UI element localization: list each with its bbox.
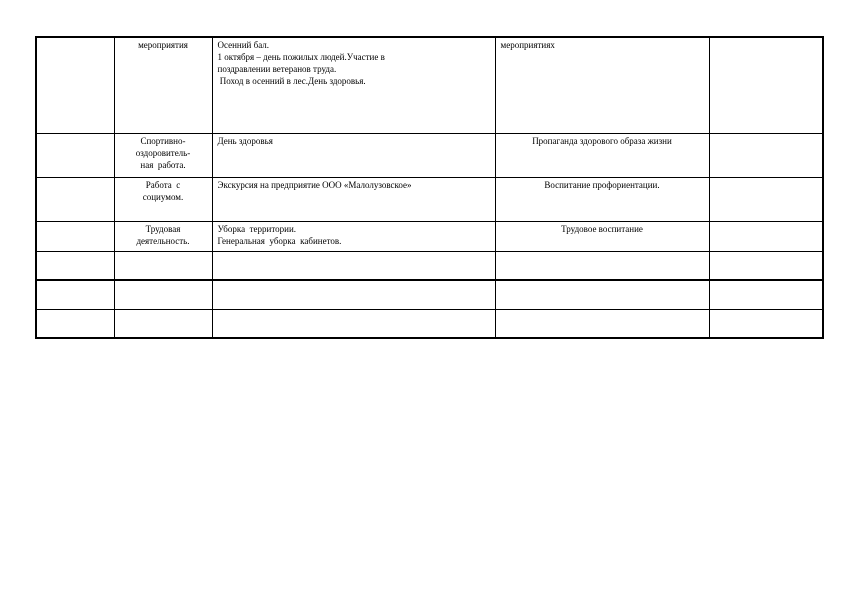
content-line: Уборка территории. (217, 223, 297, 234)
category-line: социумом. (142, 191, 184, 202)
table-cell-empty (709, 37, 823, 133)
category-line: Работа с (145, 179, 181, 190)
table-row (36, 177, 823, 221)
table-cell-empty (36, 37, 114, 133)
goal-text: мероприятиях (500, 40, 555, 50)
table-row (36, 37, 823, 133)
table-cell-empty (495, 280, 709, 309)
category-text: мероприятия (138, 40, 188, 50)
table-cell-empty (36, 221, 114, 251)
table-cell-empty (114, 251, 212, 280)
table-cell-empty (709, 133, 823, 177)
table-cell-empty (709, 221, 823, 251)
table-row-empty (36, 251, 823, 280)
table-cell-empty (495, 251, 709, 280)
content-line: Осенний бал. (217, 40, 270, 50)
category-line: Трудовая (145, 223, 181, 234)
category-cell (114, 177, 212, 221)
category-line: Спортивно- (140, 135, 186, 146)
category-line: ная работа. (140, 159, 186, 170)
activity-plan-table (35, 36, 824, 339)
goal-text: Пропаганда здорового образа жизни (532, 135, 672, 146)
table-cell-empty (212, 309, 495, 338)
content-cell (212, 221, 495, 251)
table-row (36, 221, 823, 251)
content-line: Генеральная уборка кабинетов. (217, 235, 342, 246)
goal-cell (495, 133, 709, 177)
content-line: 1 октября – день пожилых людей.Участие в (217, 52, 385, 62)
table-cell-empty (36, 309, 114, 338)
table-cell-empty (36, 177, 114, 221)
table-cell-empty (709, 177, 823, 221)
category-cell (114, 133, 212, 177)
table-cell-empty (114, 309, 212, 338)
table-cell-empty (709, 309, 823, 338)
table-cell-empty (709, 251, 823, 280)
category-cell (114, 221, 212, 251)
table-row (36, 133, 823, 177)
goal-text: Трудовое воспитание (561, 223, 643, 234)
table-cell-empty (36, 280, 114, 309)
table-cell-empty (114, 280, 212, 309)
content-line: День здоровья (217, 135, 273, 146)
table-cell-empty (212, 251, 495, 280)
table-cell-empty (36, 251, 114, 280)
category-cell (114, 37, 212, 133)
content-cell (212, 37, 495, 133)
content-line: поздравлении ветеранов труда. (217, 64, 337, 74)
content-line: Поход в осенний в лес.День здоровья. (217, 76, 366, 86)
table-row-empty (36, 309, 823, 338)
goal-cell (495, 221, 709, 251)
category-line: оздоровитель- (135, 147, 191, 158)
table-cell-empty (709, 280, 823, 309)
goal-cell (495, 177, 709, 221)
table-cell-empty (36, 133, 114, 177)
table-cell-empty (495, 309, 709, 338)
goal-cell (495, 37, 709, 133)
goal-text: Воспитание профориентации. (544, 179, 660, 190)
table-cell-empty (212, 280, 495, 309)
content-line: Экскурсия на предприятие ООО «Малолузовское» (217, 179, 412, 190)
table-row-empty (36, 280, 823, 309)
content-cell (212, 133, 495, 177)
content-cell (212, 177, 495, 221)
category-line: деятельность. (136, 235, 190, 246)
